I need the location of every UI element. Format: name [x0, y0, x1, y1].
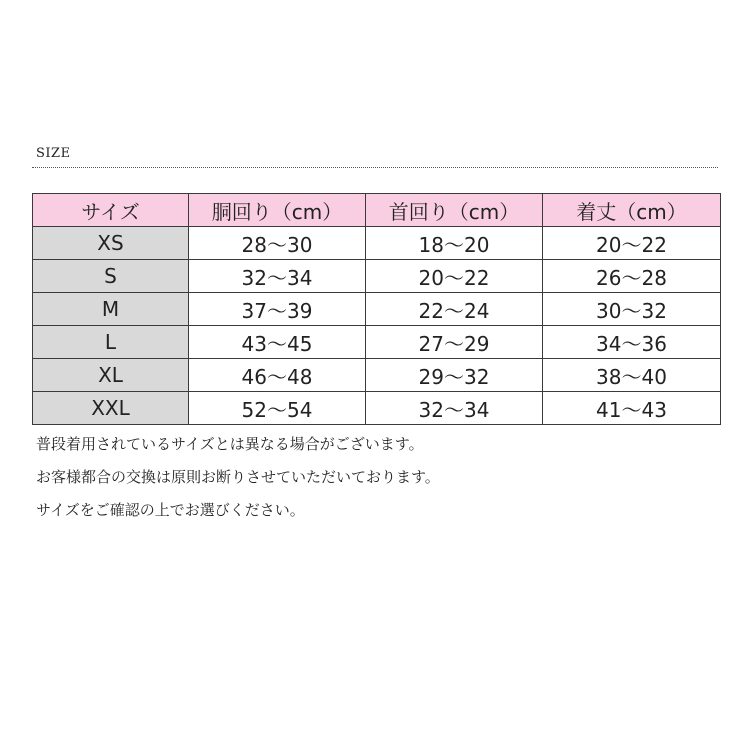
neck-cell: 29〜32 — [366, 359, 543, 392]
waist-cell: 43〜45 — [189, 326, 366, 359]
table-row — [33, 326, 721, 359]
waist-cell: 28〜30 — [189, 227, 366, 260]
waist-cell: 32〜34 — [189, 260, 366, 293]
size-label: M — [33, 293, 189, 326]
size-chart-table — [32, 193, 721, 425]
table-row — [33, 260, 721, 293]
neck-cell: 27〜29 — [366, 326, 543, 359]
header-waist: 胴回り（cm） — [189, 194, 366, 227]
size-label: S — [33, 260, 189, 293]
neck-cell: 18〜20 — [366, 227, 543, 260]
length-cell: 34〜36 — [543, 326, 721, 359]
dotted-divider — [32, 167, 718, 168]
length-cell: 26〜28 — [543, 260, 721, 293]
waist-cell: 52〜54 — [189, 392, 366, 425]
length-cell: 30〜32 — [543, 293, 721, 326]
table-row — [33, 392, 721, 425]
table-row — [33, 227, 721, 260]
length-cell: 41〜43 — [543, 392, 721, 425]
size-label: XL — [33, 359, 189, 392]
table-header-row — [33, 194, 721, 227]
note-item: 普段着用されているサイズとは異なる場合がございます。 — [36, 435, 424, 453]
table-row — [33, 359, 721, 392]
waist-cell: 46〜48 — [189, 359, 366, 392]
waist-cell: 37〜39 — [189, 293, 366, 326]
size-heading: SIZE — [36, 146, 71, 161]
neck-cell: 22〜24 — [366, 293, 543, 326]
note-item: サイズをご確認の上でお選びください。 — [36, 501, 305, 519]
neck-cell: 32〜34 — [366, 392, 543, 425]
length-cell: 20〜22 — [543, 227, 721, 260]
header-neck: 首回り（cm） — [366, 194, 543, 227]
size-label: XXL — [33, 392, 189, 425]
header-size: サイズ — [33, 194, 189, 227]
header-length: 着丈（cm） — [543, 194, 721, 227]
note-item: お客様都合の交換は原則お断りさせていただいております。 — [36, 468, 440, 486]
notes-list — [36, 428, 440, 527]
neck-cell: 20〜22 — [366, 260, 543, 293]
size-label: XS — [33, 227, 189, 260]
table-row — [33, 293, 721, 326]
size-label: L — [33, 326, 189, 359]
length-cell: 38〜40 — [543, 359, 721, 392]
